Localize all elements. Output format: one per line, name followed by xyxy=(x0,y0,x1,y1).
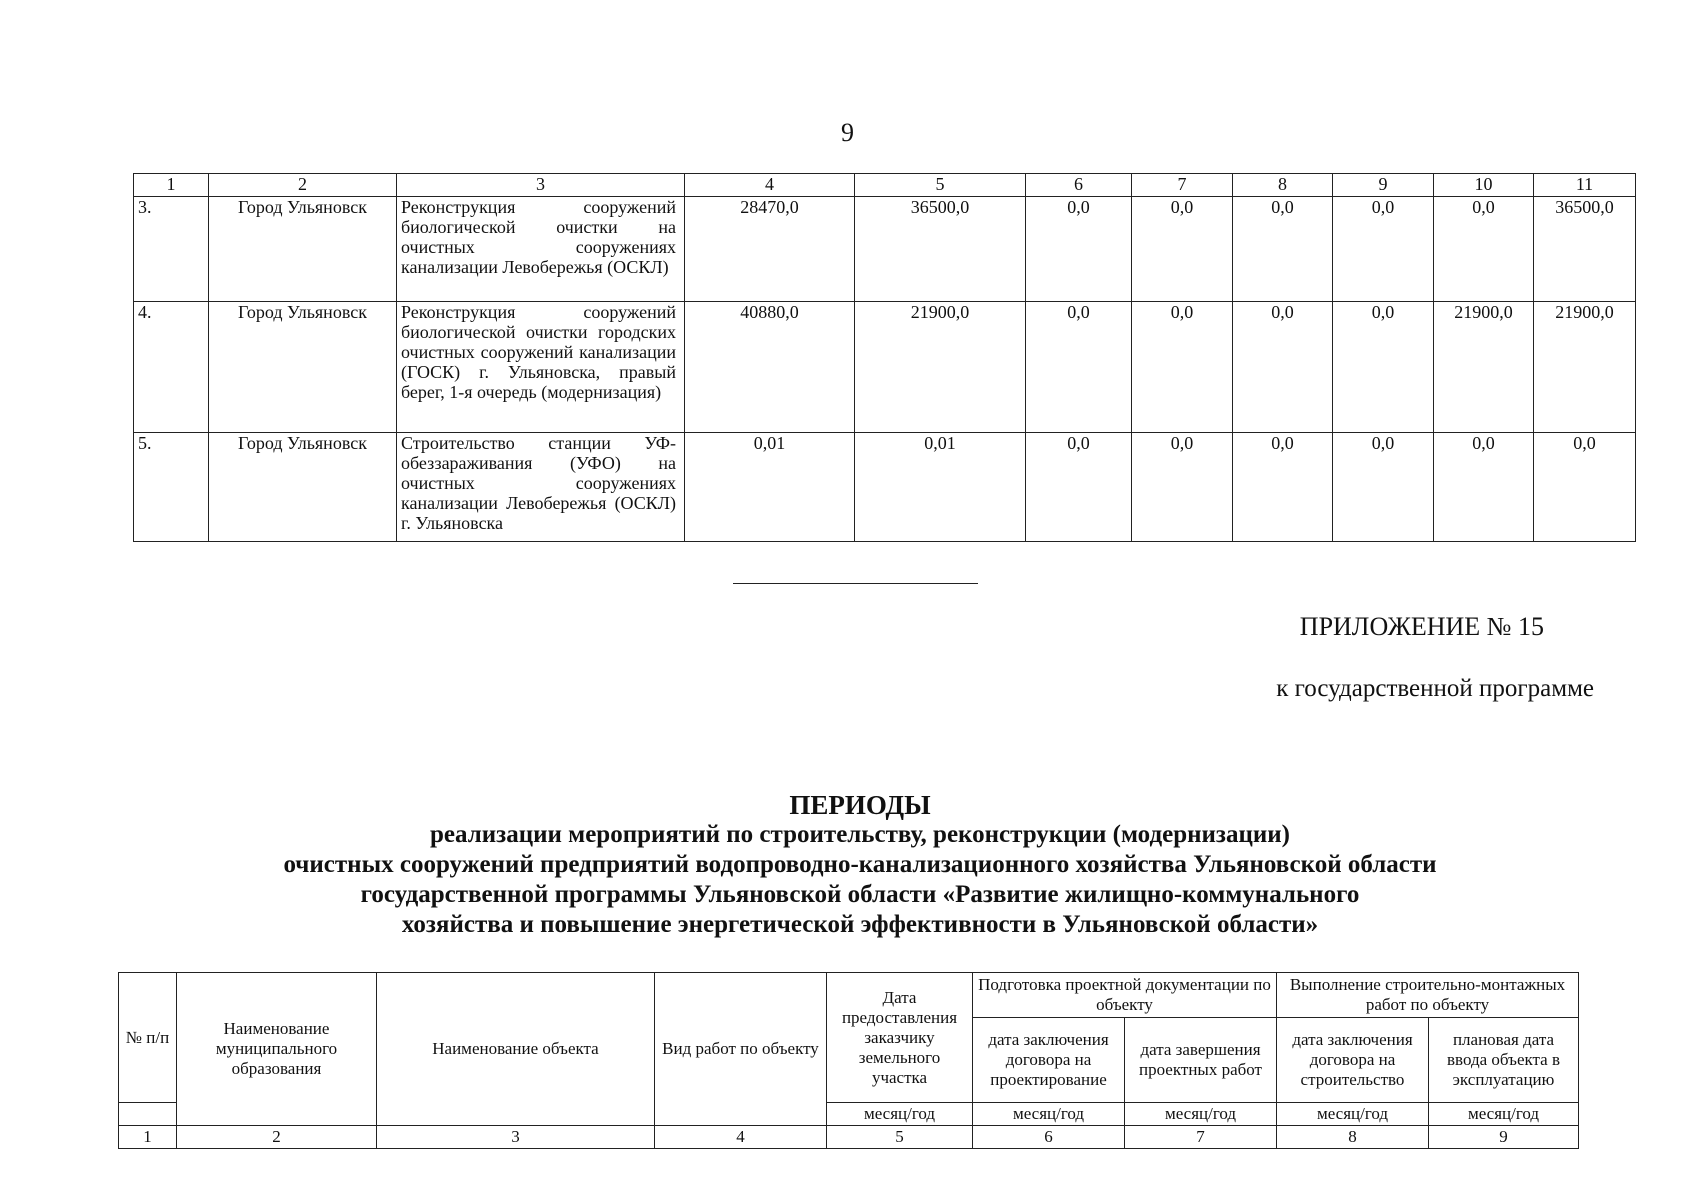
group-design: Подготовка проектной документации по объекту xyxy=(973,973,1277,1018)
municipality: Город Ульяновск xyxy=(209,433,397,542)
header-row xyxy=(119,973,1579,1018)
value-cell: 0,0 xyxy=(1233,433,1333,542)
col-index: 6 xyxy=(973,1126,1125,1149)
value-cell: 0,0 xyxy=(1333,302,1434,433)
value-cell: 21900,0 xyxy=(1434,302,1534,433)
col-index: 7 xyxy=(1125,1126,1277,1149)
value-cell: 0,0 xyxy=(1026,197,1132,302)
value-cell: 0,0 xyxy=(1233,302,1333,433)
heading-line: государственной программы Ульяновской области «Развитие жилищно-коммунального xyxy=(360,881,1360,908)
financing-table xyxy=(133,173,1636,542)
table-row xyxy=(134,197,1636,302)
value-cell: 0,0 xyxy=(1333,197,1434,302)
value-cell: 0,0 xyxy=(1333,433,1434,542)
separator-line xyxy=(733,583,978,584)
value-cell: 0,0 xyxy=(1233,197,1333,302)
col-build-start: дата заключения договора на строительство xyxy=(1277,1018,1429,1103)
value-cell: 0,0 xyxy=(1434,197,1534,302)
col-build-end: плановая дата ввода объекта в эксплуатацию xyxy=(1429,1018,1579,1103)
table-row xyxy=(134,302,1636,433)
col-design-end: дата завершения проектных работ xyxy=(1125,1018,1277,1103)
row-number: 3. xyxy=(134,197,209,302)
col-index: 1 xyxy=(119,1126,177,1149)
value-cell: 0,0 xyxy=(1534,433,1636,542)
document-heading xyxy=(0,790,1695,940)
heading-line: реализации мероприятий по строительству, реконструкции (модернизации) xyxy=(430,821,1290,848)
unit-cell: месяц/год xyxy=(827,1103,973,1126)
row-number: 4. xyxy=(134,302,209,433)
col-index: 4 xyxy=(655,1126,827,1149)
col-np: № п/п xyxy=(119,973,177,1103)
value-cell: 0,0 xyxy=(1132,197,1233,302)
row-number: 5. xyxy=(134,433,209,542)
col-index: 3 xyxy=(377,1126,655,1149)
value-cell: 36500,0 xyxy=(855,197,1026,302)
col-index: 4 xyxy=(685,174,855,197)
col-land-date: Дата предоставления заказчику земельного участка xyxy=(827,973,973,1103)
page-number: 9 xyxy=(841,118,854,147)
group-construction: Выполнение строительно-монтажных работ по объекту xyxy=(1277,973,1579,1018)
object-name: Строительство станции УФ-обеззараживания (УФО) на очистных сооружениях канализации Левобережья (ОСКЛ) г. Ульяновска xyxy=(397,433,685,542)
col-index: 8 xyxy=(1233,174,1333,197)
col-index: 8 xyxy=(1277,1126,1429,1149)
appendix-subtitle: к государственной программе xyxy=(1276,675,1594,702)
index-row xyxy=(119,1126,1579,1149)
heading-line: хозяйства и повышение энергетической эффективности в Ульяновской области» xyxy=(401,911,1319,938)
municipality: Город Ульяновск xyxy=(209,197,397,302)
municipality: Город Ульяновск xyxy=(209,302,397,433)
value-cell: 21900,0 xyxy=(855,302,1026,433)
value-cell: 21900,0 xyxy=(1534,302,1636,433)
value-cell: 0,0 xyxy=(1026,433,1132,542)
value-cell: 0,0 xyxy=(1132,302,1233,433)
col-design-start: дата заключения договора на проектирование xyxy=(973,1018,1125,1103)
col-index: 2 xyxy=(209,174,397,197)
col-index: 5 xyxy=(855,174,1026,197)
unit-cell: месяц/год xyxy=(973,1103,1125,1126)
value-cell: 28470,0 xyxy=(685,197,855,302)
heading-main: ПЕРИОДЫ xyxy=(789,790,931,820)
unit-cell: месяц/год xyxy=(1429,1103,1579,1126)
value-cell: 0,01 xyxy=(685,433,855,542)
value-cell: 0,0 xyxy=(1132,433,1233,542)
value-cell: 0,01 xyxy=(855,433,1026,542)
col-index: 11 xyxy=(1534,174,1636,197)
value-cell: 0,0 xyxy=(1434,433,1534,542)
col-index: 7 xyxy=(1132,174,1233,197)
units-empty xyxy=(119,1103,177,1126)
col-index: 1 xyxy=(134,174,209,197)
col-work-type: Вид работ по объекту xyxy=(655,973,827,1126)
col-index: 5 xyxy=(827,1126,973,1149)
unit-cell: месяц/год xyxy=(1125,1103,1277,1126)
col-index: 9 xyxy=(1429,1126,1579,1149)
col-index: 9 xyxy=(1333,174,1434,197)
col-index: 6 xyxy=(1026,174,1132,197)
col-municipality: Наименование муниципального образования xyxy=(177,973,377,1126)
heading-line: очистных сооружений предприятий водопроводно-канализационного хозяйства Ульяновской области xyxy=(283,851,1437,878)
col-index: 2 xyxy=(177,1126,377,1149)
col-object: Наименование объекта xyxy=(377,973,655,1126)
value-cell: 0,0 xyxy=(1026,302,1132,433)
table-row xyxy=(134,433,1636,542)
value-cell: 40880,0 xyxy=(685,302,855,433)
col-index: 3 xyxy=(397,174,685,197)
object-name: Реконструкция сооружений биологической очистки на очистных сооружениях канализации Левобережья (ОСКЛ) xyxy=(397,197,685,302)
table-header-row xyxy=(134,174,1636,197)
unit-cell: месяц/год xyxy=(1277,1103,1429,1126)
object-name: Реконструкция сооружений биологической очистки городских очистных сооружений канализации (ГОСК) г. Ульяновска, правый берег, 1-я очередь (модернизация) xyxy=(397,302,685,433)
value-cell: 36500,0 xyxy=(1534,197,1636,302)
periods-table xyxy=(118,972,1579,1149)
col-index: 10 xyxy=(1434,174,1534,197)
appendix-title: ПРИЛОЖЕНИЕ № 15 xyxy=(1299,612,1544,641)
